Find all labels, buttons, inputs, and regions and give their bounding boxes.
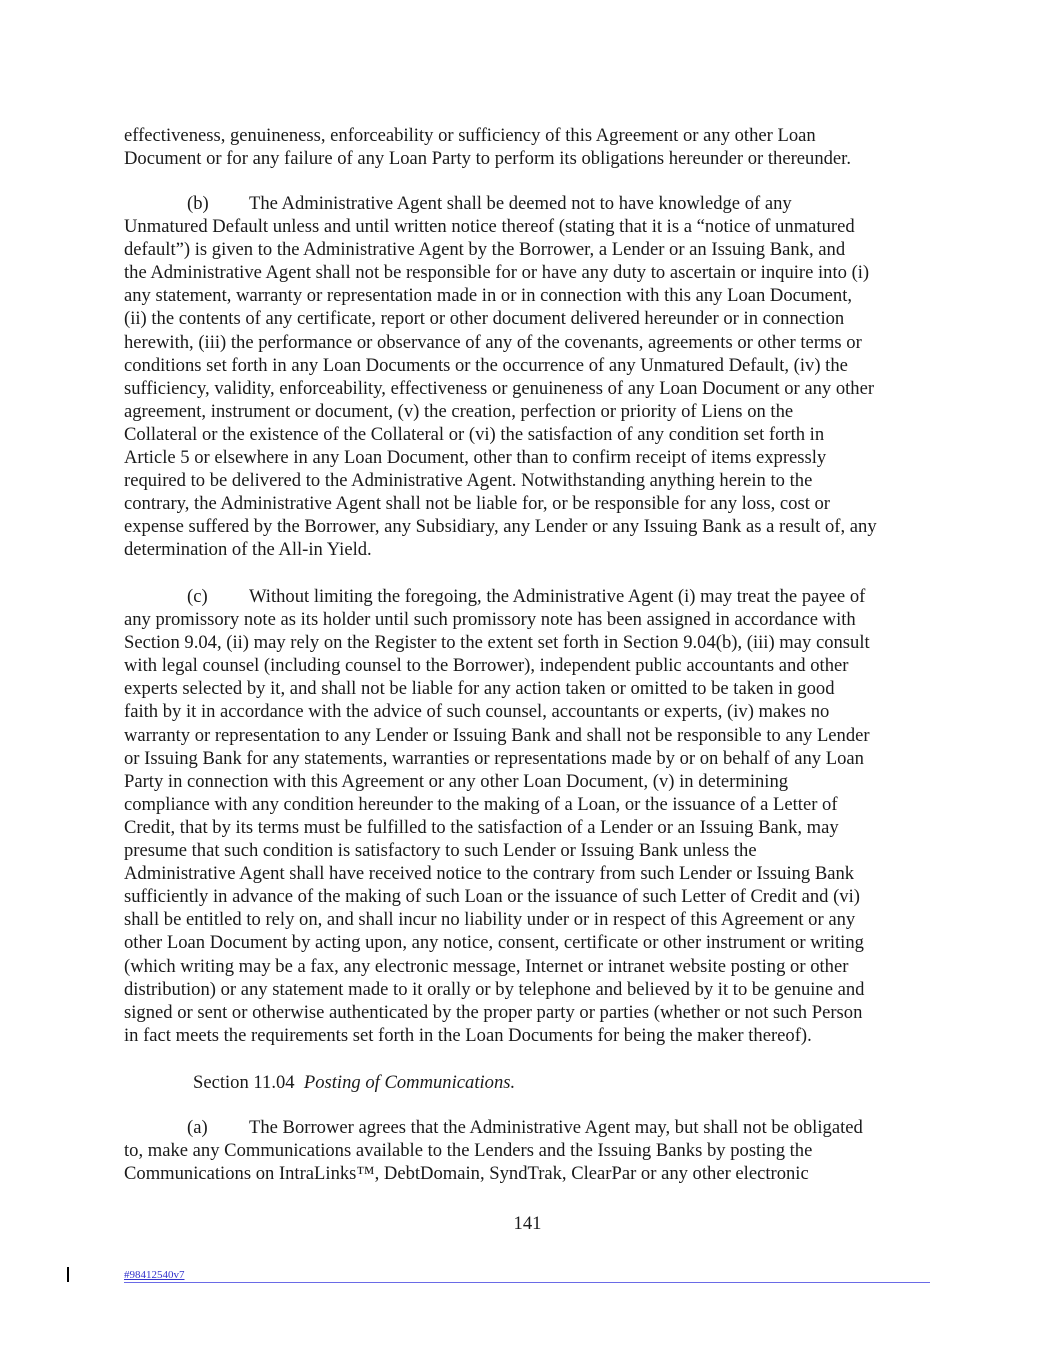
text-line: warranty or representation to any Lender or Issuing Bank and shall not be responsible to any Lender	[124, 724, 870, 746]
text-line: distribution) or any statement made to it orally or by telephone and believed by it to be genuine and	[124, 978, 865, 1000]
text-line: required to be delivered to the Administrative Agent. Notwithstanding anything herein to the	[124, 470, 813, 492]
footer-rule	[124, 1282, 930, 1283]
change-bar	[67, 1267, 69, 1282]
text-line: Section 9.04, (ii) may rely on the Register to the extent set forth in Section 9.04(b), (iii) may consult	[124, 632, 870, 654]
text-line	[124, 192, 934, 215]
text-line: Credit, that by its terms must be fulfilled to the satisfaction of a Lender or an Issuing Bank, may	[124, 816, 839, 838]
text-line: (which writing may be a fax, any electronic message, Internet or intranet website posting or other	[124, 955, 849, 977]
text-line: expense suffered by the Borrower, any Subsidiary, any Lender or any Issuing Bank as a result of, any	[124, 516, 877, 538]
text-line: faith by it in accordance with the advice of such counsel, accountants or experts, (iv) makes no	[124, 701, 830, 723]
text-line: or Issuing Bank for any statements, warranties or representations made by or on behalf of any Loan	[124, 747, 864, 769]
section-heading	[193, 1071, 515, 1094]
text-line: with legal counsel (including counsel to the Borrower), independent public accountants and other	[124, 655, 849, 677]
text-line: other Loan Document by acting upon, any notice, consent, certificate or other instrument or writing	[124, 932, 864, 954]
text-line: determination of the All-in Yield.	[124, 539, 372, 561]
text-line: contrary, the Administrative Agent shall not be liable for, or be responsible for any loss, cost or	[124, 493, 830, 515]
text-line	[124, 585, 934, 608]
text-line: Communications on IntraLinks™, DebtDomain, SyndTrak, ClearPar or any other electronic	[124, 1163, 809, 1185]
text-line: Party in connection with this Agreement or any other Loan Document, (v) in determining	[124, 770, 789, 792]
text-line: (ii) the contents of any certificate, report or other document delivered hereunder or in connection	[124, 308, 845, 330]
text-line: in fact meets the requirements set forth in the Loan Documents for being the maker thereof).	[124, 1024, 812, 1046]
text-line-content: The Administrative Agent shall be deemed not to have knowledge of any	[249, 193, 792, 214]
paragraph-b	[124, 192, 934, 562]
page-number: 141	[513, 1213, 542, 1234]
paragraph-label: (c)	[187, 586, 208, 607]
text-line: Article 5 or elsewhere in any Loan Document, other than to confirm receipt of items expressly	[124, 447, 827, 469]
paragraph-c	[124, 585, 934, 1047]
text-line: sufficiency, validity, enforceability, effectiveness or genuineness of any Loan Document or any other	[124, 377, 875, 399]
text-line: shall be entitled to rely on, and shall incur no liability under or in respect of this Agreement or any	[124, 909, 856, 931]
text-line: presume that such condition is satisfactory to such Lender or Issuing Bank unless the	[124, 840, 757, 862]
text-line: Administrative Agent shall have received notice to the contrary from such Lender or Issuing Bank	[124, 863, 855, 885]
text-line: Document or for any failure of any Loan Party to perform its obligations hereunder or thereunder.	[124, 148, 851, 170]
paragraph-11-04-a	[124, 1116, 934, 1185]
text-line: signed or sent or otherwise authenticated by the proper party or parties (whether or not such Person	[124, 1001, 863, 1023]
text-line: the Administrative Agent shall not be responsible for or have any duty to ascertain or inquire into (i)	[124, 262, 870, 284]
section-title: Posting of Communications.	[303, 1072, 516, 1093]
text-line: sufficiently in advance of the making of such Loan or the issuance of such Letter of Credit and (vi)	[124, 886, 860, 908]
text-line: Collateral or the existence of the Collateral or (vi) the satisfaction of any condition set forth in	[124, 423, 825, 445]
text-line: any statement, warranty or representation made in or in connection with this any Loan Document,	[124, 285, 853, 307]
text-line: to, make any Communications available to the Lenders and the Issuing Banks by posting the	[124, 1140, 813, 1162]
text-line: agreement, instrument or document, (v) the creation, perfection or priority of Liens on the	[124, 400, 794, 422]
text-line: herewith, (iii) the performance or observance of any of the covenants, agreements or other terms or	[124, 331, 862, 353]
section-number: Section 11.04	[193, 1072, 295, 1093]
paragraph-continuation	[124, 124, 934, 170]
text-line: compliance with any condition hereunder to the making of a Loan, or the issuance of a Letter of	[124, 793, 838, 815]
paragraph-label: (b)	[187, 193, 209, 214]
text-line: conditions set forth in any Loan Documents or the occurrence of any Unmatured Default, (iv) the	[124, 354, 848, 376]
text-line-content: The Borrower agrees that the Administrative Agent may, but shall not be obligated	[249, 1117, 863, 1138]
text-line: any promissory note as its holder until such promissory note has been assigned in accordance with	[124, 609, 856, 631]
text-line	[124, 1116, 934, 1139]
paragraph-label: (a)	[187, 1117, 208, 1138]
text-line: experts selected by it, and shall not be liable for any action taken or omitted to be taken in good	[124, 678, 835, 700]
text-line-content: Without limiting the foregoing, the Administrative Agent (i) may treat the payee of	[249, 586, 866, 607]
document-id: #98412540v7	[124, 1269, 185, 1281]
text-line: Unmatured Default unless and until written notice thereof (stating that it is a “notice of unmatured	[124, 216, 855, 238]
text-line: effectiveness, genuineness, enforceability or sufficiency of this Agreement or any other Loan	[124, 125, 816, 146]
text-line: default”) is given to the Administrative Agent by the Borrower, a Lender or an Issuing Bank, and	[124, 239, 846, 261]
